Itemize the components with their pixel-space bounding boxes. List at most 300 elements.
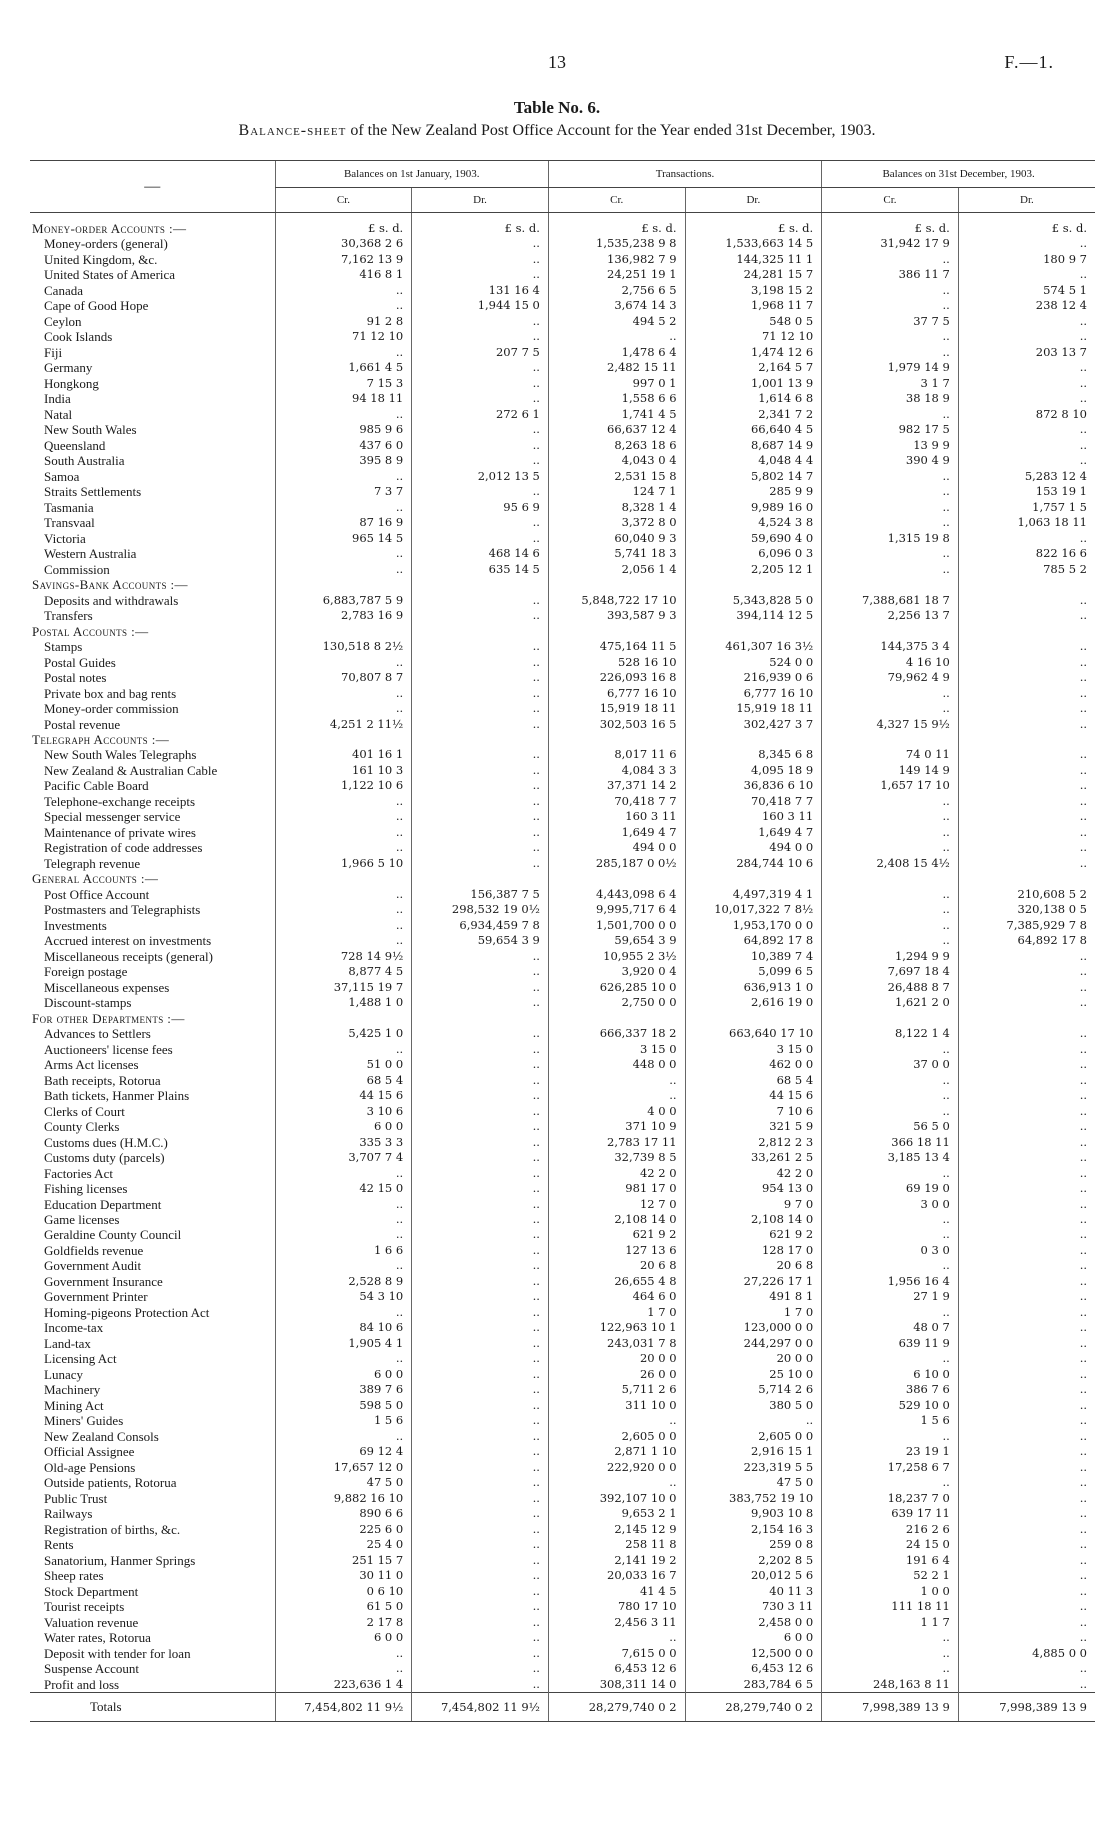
table-row [30,686,1095,701]
amount-cell: .. [412,608,549,623]
amount-cell: 144,325 11 1 [685,252,822,267]
row-label: Queensland [44,437,106,453]
amount-cell: 127 13 6 [548,1243,685,1258]
amount-cell: 84 10 6 [275,1320,412,1335]
amount-cell: 395 8 9 [275,453,412,468]
amount-cell: .. [958,717,1095,732]
amount-cell: .. [822,1258,959,1273]
amount-cell: .. [822,1429,959,1444]
amount-cell: .. [958,1026,1095,1041]
row-label: Straits Settlements [44,484,142,500]
amount-cell: 335 3 3 [275,1135,412,1150]
totals-row [30,1693,1095,1722]
amount-cell [685,577,822,592]
row-label: Bath receipts, Rotorua [44,1072,161,1088]
amount-cell: 285 9 9 [685,484,822,499]
amount-cell: .. [958,1104,1095,1119]
totals-label: Totals [30,1693,275,1722]
amount-cell: 394,114 12 5 [685,608,822,623]
amount-cell: .. [958,778,1095,793]
row-label: Natal [44,406,73,422]
amount-cell: 9,989 16 0 [685,500,822,515]
amount-cell: .. [958,1243,1095,1258]
table-row [30,825,1095,840]
row-label: Hongkong [44,375,99,391]
amount-cell [412,732,549,747]
amount-cell: 321 5 9 [685,1119,822,1134]
amount-cell: .. [958,825,1095,840]
amount-cell: 320,138 0 5 [958,902,1095,917]
amount-cell: 4,327 15 9½ [822,717,959,732]
amount-cell: 64,892 17 8 [958,933,1095,948]
amount-cell: .. [822,887,959,902]
amount-cell: 1,757 1 5 [958,500,1095,515]
amount-cell: 71 12 10 [685,329,822,344]
amount-cell: .. [958,1073,1095,1088]
amount-cell: .. [822,809,959,824]
amount-cell: 524 0 0 [685,655,822,670]
amount-cell [685,732,822,747]
table-row [30,856,1095,871]
amount-cell: 7 15 3 [275,376,412,391]
amount-cell: .. [275,283,412,298]
amount-cell: 7,615 0 0 [548,1646,685,1661]
amount-cell: 1,905 4 1 [275,1336,412,1351]
amount-cell: 40 11 3 [685,1584,822,1599]
amount-cell: 3,372 8 0 [548,515,685,530]
table-row [30,1166,1095,1181]
table-row [30,778,1095,793]
section-row [30,577,1095,592]
amount-cell: 42 2 0 [685,1166,822,1181]
amount-cell: .. [412,1522,549,1537]
amount-cell: .. [275,809,412,824]
amount-cell: .. [275,562,412,577]
table-row [30,1289,1095,1304]
table-row [30,701,1095,716]
section-row [30,732,1095,747]
row-label: Investments [44,917,107,933]
amount-cell: .. [822,1475,959,1490]
amount-cell: 494 5 2 [548,314,685,329]
amount-cell: .. [958,376,1095,391]
amount-cell: .. [412,593,549,608]
amount-cell: £ s. d. [822,213,959,237]
table-row [30,1615,1095,1630]
amount-cell: 437 6 0 [275,438,412,453]
amount-cell: 4,095 18 9 [685,763,822,778]
amount-cell: 128 17 0 [685,1243,822,1258]
amount-cell: 149 14 9 [822,763,959,778]
table-row [30,747,1095,762]
amount-cell: 380 5 0 [685,1398,822,1413]
amount-cell: .. [412,856,549,871]
amount-cell: .. [958,1057,1095,1072]
amount-cell: 4,048 4 4 [685,453,822,468]
amount-cell: 74 0 11 [822,747,959,762]
amount-cell: 2,750 0 0 [548,995,685,1010]
amount-cell: 1,944 15 0 [412,298,549,313]
amount-cell: .. [412,314,549,329]
table-row [30,980,1095,995]
amount-cell: 136,982 7 9 [548,252,685,267]
row-label: South Australia [44,453,125,469]
amount-cell: 416 8 1 [275,267,412,282]
table-row [30,1677,1095,1693]
amount-cell: .. [958,608,1095,623]
amount-cell: 1,968 11 7 [685,298,822,313]
amount-cell: 5,283 12 4 [958,469,1095,484]
row-label: New Zealand Consols [44,1428,159,1444]
amount-cell: 20 6 8 [548,1258,685,1273]
row-label: Cape of Good Hope [44,298,149,314]
amount-cell: 124 7 1 [548,484,685,499]
header-cr: Cr. [548,188,685,213]
amount-cell: .. [275,825,412,840]
amount-cell: 41 4 5 [548,1584,685,1599]
amount-cell: 1,649 4 7 [548,825,685,840]
amount-cell: .. [412,329,549,344]
amount-cell: 61 5 0 [275,1599,412,1614]
amount-cell: .. [958,360,1095,375]
amount-cell: 528 16 10 [548,655,685,670]
amount-cell [822,577,959,592]
amount-cell: 4,443,098 6 4 [548,887,685,902]
amount-cell: 5,343,828 5 0 [685,593,822,608]
table-row [30,949,1095,964]
amount-cell: 47 5 0 [275,1475,412,1490]
amount-cell: 31,942 17 9 [822,236,959,251]
table-row [30,1135,1095,1150]
header-group-closing: Balances on 31st December, 1903. [822,161,1095,188]
amount-cell [958,1011,1095,1026]
row-label: New Zealand & Australian Cable [44,762,218,778]
amount-cell: .. [958,1166,1095,1181]
row-label: Income-tax [44,1320,104,1336]
amount-cell: 822 16 6 [958,546,1095,561]
table-row [30,1227,1095,1242]
amount-cell: 8,263 18 6 [548,438,685,453]
row-label: Fiji [44,344,63,360]
amount-cell: 17,258 6 7 [822,1460,959,1475]
amount-cell: .. [822,252,959,267]
amount-cell: 1,621 2 0 [822,995,959,1010]
amount-cell: 461,307 16 3½ [685,639,822,654]
table-row [30,484,1095,499]
amount-cell: .. [412,1661,549,1676]
header-dr: Dr. [958,188,1095,213]
amount-cell: 70,807 8 7 [275,670,412,685]
total-cell: 7,998,389 13 9 [958,1693,1095,1722]
amount-cell: 383,752 19 10 [685,1491,822,1506]
table-row [30,236,1095,251]
table-row [30,887,1095,902]
table-row [30,1073,1095,1088]
amount-cell: 1,558 6 6 [548,391,685,406]
amount-cell: 8,122 1 4 [822,1026,959,1041]
amount-cell: 37 7 5 [822,314,959,329]
amount-cell: .. [822,562,959,577]
row-label: Western Australia [44,546,137,562]
total-cell: 28,279,740 0 2 [685,1693,822,1722]
amount-cell: .. [822,484,959,499]
amount-cell: .. [412,655,549,670]
amount-cell: 59,690 4 0 [685,531,822,546]
amount-cell [548,732,685,747]
row-label: Goldfields revenue [44,1242,144,1258]
row-label: Tasmania [44,499,94,515]
amount-cell [958,732,1095,747]
amount-cell: 6,777 16 10 [685,686,822,701]
amount-cell: .. [412,1135,549,1150]
amount-cell: .. [958,670,1095,685]
amount-cell: 2,531 15 8 [548,469,685,484]
amount-cell: 663,640 17 10 [685,1026,822,1041]
table-row [30,562,1095,577]
amount-cell: 1,956 16 4 [822,1274,959,1289]
amount-cell: .. [822,469,959,484]
amount-cell: 298,532 19 0½ [412,902,549,917]
table-row [30,1398,1095,1413]
table-row [30,902,1095,917]
amount-cell: 69 12 4 [275,1444,412,1459]
amount-cell: 890 6 6 [275,1506,412,1521]
amount-cell: 44 15 6 [685,1088,822,1103]
amount-cell: .. [412,1274,549,1289]
amount-cell: .. [822,546,959,561]
amount-cell: 6 0 0 [685,1630,822,1645]
amount-cell: .. [958,655,1095,670]
row-label: Deposits and withdrawals [44,592,179,608]
amount-cell: 59,654 3 9 [548,933,685,948]
amount-cell: .. [958,1553,1095,1568]
amount-cell: .. [822,794,959,809]
amount-cell: 7,385,929 7 8 [958,918,1095,933]
table-row [30,1320,1095,1335]
amount-cell: 4,251 2 11½ [275,717,412,732]
amount-cell: .. [412,717,549,732]
amount-cell: .. [412,1166,549,1181]
amount-cell: 5,711 2 6 [548,1382,685,1397]
amount-cell: 1,122 10 6 [275,778,412,793]
amount-cell: 6,096 0 3 [685,546,822,561]
amount-cell: .. [822,1305,959,1320]
row-label: Foreign postage [44,964,128,980]
amount-cell: 302,503 16 5 [548,717,685,732]
amount-cell: .. [412,1367,549,1382]
amount-cell: .. [958,314,1095,329]
amount-cell [275,871,412,886]
amount-cell: .. [958,1615,1095,1630]
amount-cell: .. [958,1537,1095,1552]
amount-cell: .. [958,949,1095,964]
amount-cell: 2 17 8 [275,1615,412,1630]
amount-cell: .. [958,794,1095,809]
amount-cell: .. [958,1677,1095,1693]
row-label: Education Department [44,1196,162,1212]
table-row [30,252,1095,267]
row-label: Railways [44,1506,93,1522]
amount-cell: 216,939 0 6 [685,670,822,685]
amount-cell: .. [958,1258,1095,1273]
row-label: Ceylon [44,313,82,329]
amount-cell: 18,237 7 0 [822,1491,959,1506]
amount-cell: 4,084 3 3 [548,763,685,778]
amount-cell: 161 10 3 [275,763,412,778]
table-body [30,213,1095,1693]
table-row [30,1413,1095,1428]
table-row [30,1584,1095,1599]
amount-cell: .. [412,1351,549,1366]
section-heading: General Accounts :— [32,871,159,887]
amount-cell: 10,389 7 4 [685,949,822,964]
amount-cell: .. [958,1568,1095,1583]
amount-cell: 27 1 9 [822,1289,959,1304]
row-label: Rents [44,1537,74,1553]
amount-cell: .. [412,995,549,1010]
amount-cell: 1,478 6 4 [548,345,685,360]
table-row [30,1258,1095,1273]
amount-cell: 4,497,319 4 1 [685,887,822,902]
amount-cell: 1 7 0 [685,1305,822,1320]
amount-cell: .. [412,1336,549,1351]
amount-cell: .. [822,515,959,530]
row-label: Land-tax [44,1335,91,1351]
row-label: Miscellaneous receipts (general) [44,948,213,964]
amount-cell: .. [958,1460,1095,1475]
amount-cell: .. [822,1661,959,1676]
amount-cell: 1,657 17 10 [822,778,959,793]
amount-cell: .. [958,453,1095,468]
amount-cell: 0 6 10 [275,1584,412,1599]
amount-cell: .. [412,515,549,530]
amount-cell: 24,281 15 7 [685,267,822,282]
row-label: Commission [44,561,110,577]
amount-cell: .. [958,840,1095,855]
table-row [30,500,1095,515]
amount-cell: 1,474 12 6 [685,345,822,360]
table-row [30,1150,1095,1165]
amount-cell: 3,920 0 4 [548,964,685,979]
amount-cell: .. [412,453,549,468]
amount-cell: 468 14 6 [412,546,549,561]
amount-cell: .. [685,1413,822,1428]
amount-cell: 6 0 0 [275,1630,412,1645]
amount-cell: .. [412,1258,549,1273]
table-title [0,122,1114,140]
table-row [30,1522,1095,1537]
amount-cell: .. [412,686,549,701]
section-heading: For other Departments :— [32,1010,185,1026]
table-row [30,918,1095,933]
amount-cell: .. [958,1661,1095,1676]
amount-cell: .. [548,1413,685,1428]
amount-cell: 68 5 4 [685,1073,822,1088]
amount-cell: .. [412,1599,549,1614]
amount-cell: 2,256 13 7 [822,608,959,623]
row-label: Government Printer [44,1289,148,1305]
amount-cell: .. [412,1119,549,1134]
amount-cell: 69 19 0 [822,1181,959,1196]
amount-cell: .. [958,267,1095,282]
row-label: Miners' Guides [44,1413,124,1429]
amount-cell: .. [412,1227,549,1242]
amount-cell: .. [412,422,549,437]
amount-cell: 9 7 0 [685,1197,822,1212]
amount-cell: 207 7 5 [412,345,549,360]
amount-cell: .. [275,1166,412,1181]
amount-cell: .. [412,1491,549,1506]
amount-cell: 1,533,663 14 5 [685,236,822,251]
table-row [30,1537,1095,1552]
row-label: India [44,391,71,407]
amount-cell: .. [275,1305,412,1320]
amount-cell: 6 0 0 [275,1367,412,1382]
row-label: Postmasters and Telegraphists [44,902,201,918]
amount-cell: 1 7 0 [548,1305,685,1320]
amount-cell: 2,605 0 0 [548,1429,685,1444]
row-label: United States of America [44,267,176,283]
amount-cell: .. [412,1630,549,1645]
table-row [30,1460,1095,1475]
amount-cell: 1 0 0 [822,1584,959,1599]
amount-cell: £ s. d. [275,213,412,237]
amount-cell: 27,226 17 1 [685,1274,822,1289]
amount-cell: .. [958,1413,1095,1428]
amount-cell: 23 19 1 [822,1444,959,1459]
amount-cell: .. [548,1630,685,1645]
amount-cell [548,624,685,639]
row-label: Suspense Account [44,1661,139,1677]
amount-cell: 1,614 6 8 [685,391,822,406]
amount-cell: .. [275,469,412,484]
amount-cell: 1,953,170 0 0 [685,918,822,933]
amount-cell: .. [548,1088,685,1103]
amount-cell: 728 14 9½ [275,949,412,964]
row-label: Clerks of Court [44,1103,125,1119]
row-label: Deposit with tender for loan [44,1645,191,1661]
table-row [30,314,1095,329]
amount-cell: 2,108 14 0 [548,1212,685,1227]
amount-cell: .. [412,1568,549,1583]
amount-cell: .. [958,593,1095,608]
amount-cell [685,1011,822,1026]
row-label: Bath tickets, Hanmer Plains [44,1088,190,1104]
amount-cell: 386 11 7 [822,267,959,282]
row-label: Customs duty (parcels) [44,1150,165,1166]
amount-cell [958,871,1095,886]
row-label: Public Trust [44,1490,108,1506]
amount-cell: .. [275,1227,412,1242]
amount-cell: .. [958,995,1095,1010]
amount-cell: 56 5 0 [822,1119,959,1134]
table-row [30,1599,1095,1614]
amount-cell: 366 18 11 [822,1135,959,1150]
amount-cell: 283,784 6 5 [685,1677,822,1693]
table-row [30,995,1095,1010]
amount-cell: .. [412,1042,549,1057]
amount-cell: 3 15 0 [548,1042,685,1057]
amount-cell: 393,587 9 3 [548,608,685,623]
amount-cell: 1 5 6 [275,1413,412,1428]
amount-cell: 95 6 9 [412,500,549,515]
amount-cell: .. [822,1042,959,1057]
amount-cell: .. [822,500,959,515]
amount-cell: 48 0 7 [822,1320,959,1335]
amount-cell [685,624,822,639]
amount-cell: 6,883,787 5 9 [275,593,412,608]
amount-cell: 0 3 0 [822,1243,959,1258]
